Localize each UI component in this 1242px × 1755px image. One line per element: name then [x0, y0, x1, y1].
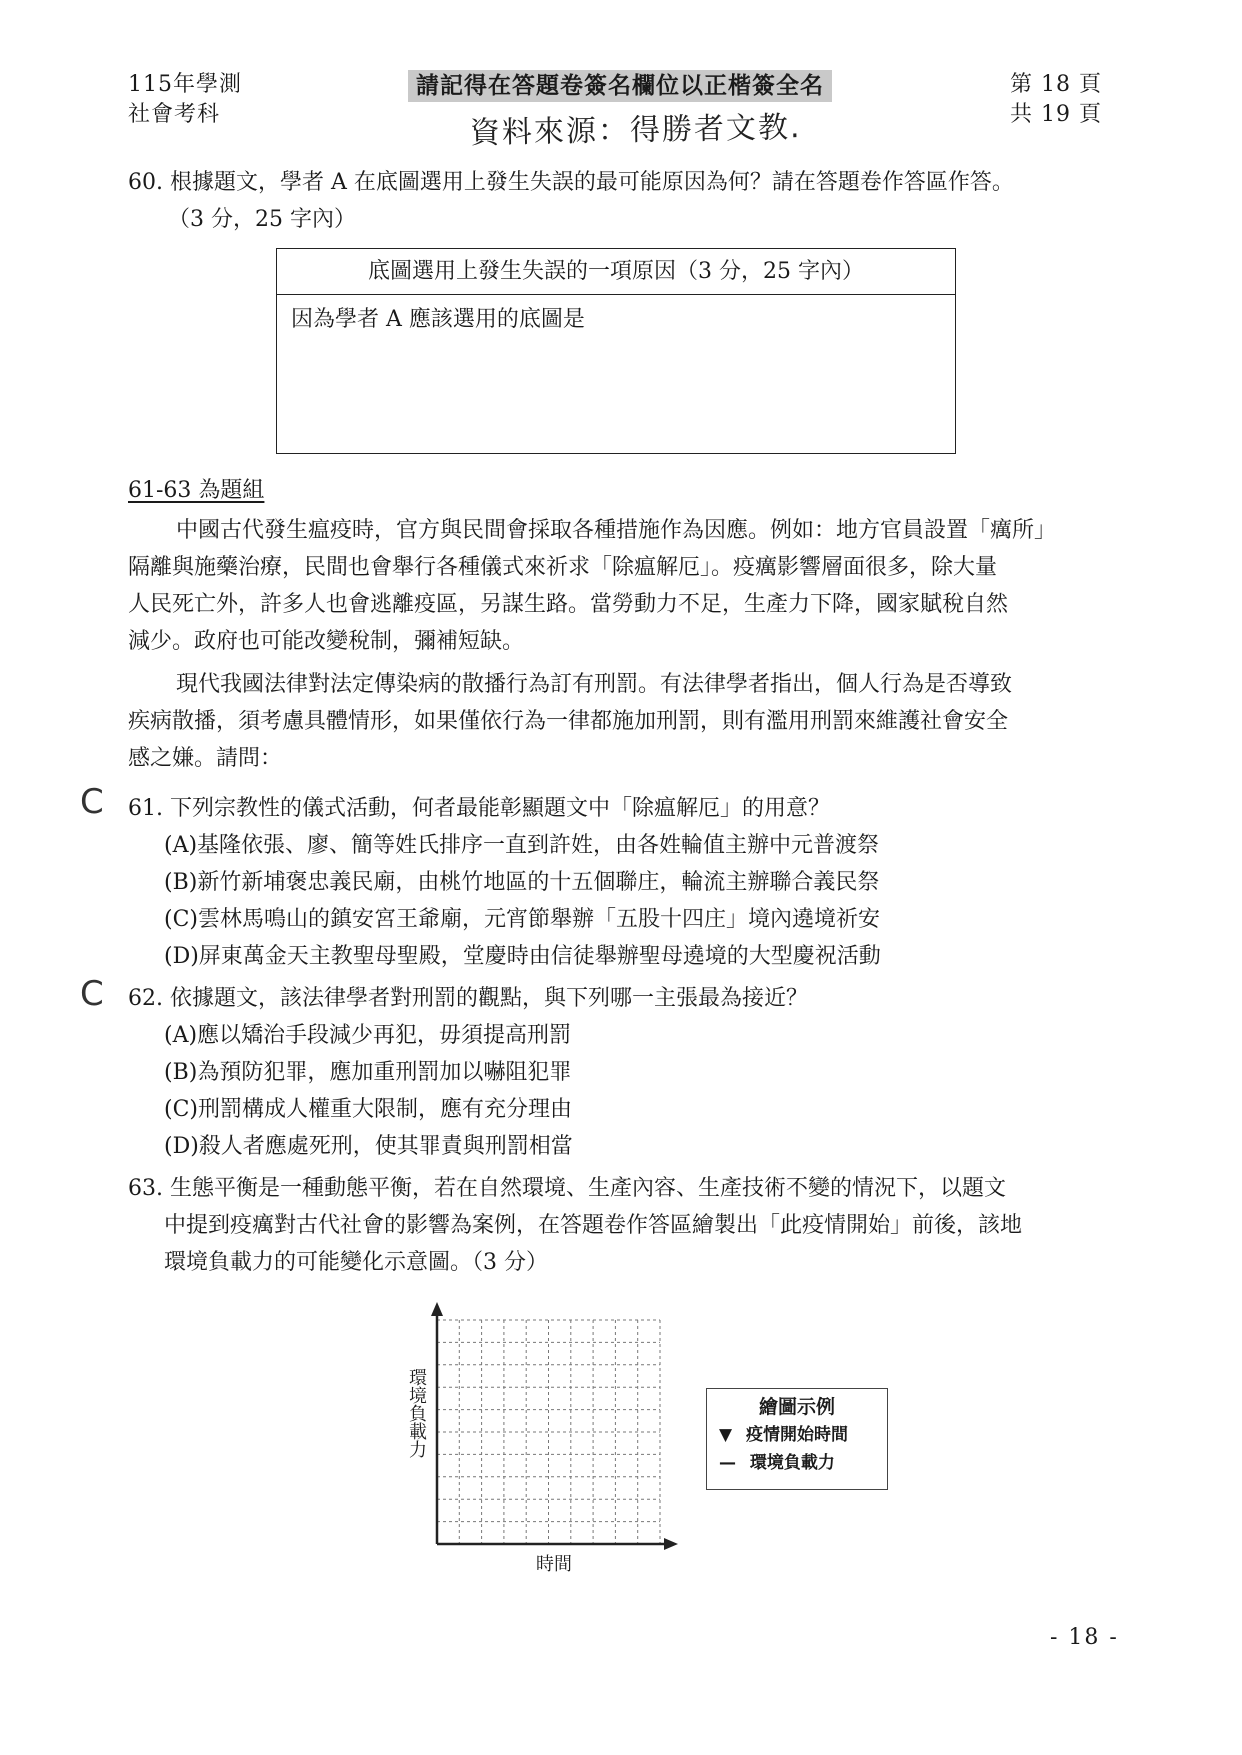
q62-option-c: (C)刑罰構成人權重大限制，應有充分理由: [164, 1097, 573, 1122]
question-63: [128, 1170, 1118, 1281]
exam-subject: 社會考科: [128, 102, 221, 127]
q63-drawing-grid: [420, 1300, 690, 1560]
legend-item-capacity-label: 環境負載力: [749, 1453, 835, 1473]
q63-line: 環境負載力的可能變化示意圖。（3 分）: [164, 1250, 548, 1275]
q63-line: 中提到疫癘對古代社會的影響為案例，在答題卷作答區繪製出「此疫情開始」前後，該地: [164, 1213, 1023, 1238]
passage-1-line: 隔離與施藥治療，民間也會舉行各種儀式來祈求「除瘟解厄」。疫癘影響層面很多，除大量: [128, 555, 998, 580]
question-group-label: 61-63 為題組: [128, 478, 265, 503]
q61-stem: 61. 下列宗教性的儀式活動，何者最能彰顯題文中「除瘟解厄」的用意？: [128, 796, 830, 821]
q60-scoring: （3 分，25 字內）: [168, 207, 356, 232]
passage-2-line: 疾病散播，須考慮具體情形，如果僅依行為一律都施加刑罰，則有濫用刑罰來維護社會安全: [128, 709, 1009, 734]
passage-2-line: 感之嫌。請問：: [128, 746, 283, 771]
page-current: 第 18 頁: [1010, 72, 1102, 97]
legend-title: 繪圖示例: [758, 1396, 835, 1418]
page-info: [1010, 70, 1102, 130]
legend-item-outbreak: [707, 1421, 887, 1449]
sign-notice-banner: 請記得在答題卷簽名欄位以正楷簽全名: [408, 70, 832, 102]
q61-handwritten-mark: C: [80, 782, 104, 822]
passage-paragraph-2: [128, 666, 1108, 777]
q62-stem: 62. 依據題文，該法律學者對刑罰的觀點，與下列哪一主張最為接近？: [128, 986, 808, 1011]
passage-paragraph-1: [128, 512, 1108, 660]
question-61: [128, 790, 881, 975]
handwritten-source-note: 資料來源：得勝者文教.: [469, 110, 802, 151]
question-62: [128, 980, 808, 1165]
q61-option-b: (B)新竹新埔褒忠義民廟，由桃竹地區的十五個聯庄，輪流主辦聯合義民祭: [164, 870, 880, 895]
y-axis-arrow: [431, 1302, 443, 1316]
question-60: [128, 164, 1014, 238]
q61-option-d: (D)屏東萬金天主教聖母聖殿，堂慶時由信徒舉辦聖母遶境的大型慶祝活動: [164, 944, 881, 969]
passage-2-line: 現代我國法律對法定傳染病的散播行為訂有刑罰。有法律學者指出，個人行為是否導致: [176, 672, 1013, 697]
legend-item-outbreak-label: 疫情開始時間: [746, 1425, 848, 1445]
q62-option-b: (B)為預防犯罪，應加重刑罰加以嚇阻犯罪: [164, 1060, 572, 1085]
legend-item-capacity: [707, 1449, 887, 1477]
y-axis-label: 環境負載力: [406, 1368, 427, 1458]
q60-stem: 60. 根據題文，學者 A 在底圖選用上發生失誤的最可能原因為何？請在答題卷作答區作答。: [128, 170, 1014, 195]
passage-1-line: 減少。政府也可能改變稅制，彌補短缺。: [128, 629, 525, 654]
q62-option-a: (A)應以矯治手段減少再犯，毋須提高刑罰: [164, 1023, 572, 1048]
line-dash-icon: —: [719, 1453, 736, 1473]
page-total: 共 19 頁: [1010, 102, 1102, 127]
x-axis-arrow: [664, 1538, 678, 1550]
passage-1-line: 中國古代發生瘟疫時，官方與民間會採取各種措施作為因應。例如：地方官員設置「癘所」: [176, 518, 1057, 543]
passage-1-line: 人民死亡外，許多人也會逃離疫區，另謀生路。當勞動力不足，生產力下降，國家賦稅自然: [128, 592, 1009, 617]
q61-option-a: (A)基隆依張、廖、簡等姓氏排序一直到許姓，由各姓輪值主辦中元普渡祭: [164, 833, 880, 858]
q60-answer-box-content: 因為學者 A 應該選用的底圖是: [291, 307, 585, 332]
x-axis-label: 時間: [536, 1554, 572, 1575]
q61-option-c: (C)雲林馬鳴山的鎮安宮王爺廟，元宵節舉辦「五股十四庄」境內遶境祈安: [164, 907, 881, 932]
q62-handwritten-mark: C: [80, 974, 104, 1014]
q63-line: 63. 生態平衡是一種動態平衡，若在自然環境、生產內容、生產技術不變的情況下，以題文: [128, 1176, 1006, 1201]
exam-year: 115年學測: [128, 72, 242, 97]
page-number: - 18 -: [1050, 1625, 1119, 1650]
exam-title: [128, 70, 242, 130]
q60-answer-box-title: 底圖選用上發生失誤的一項原因（3 分，25 字內）: [277, 249, 955, 295]
triangle-down-icon: ▼: [719, 1425, 733, 1445]
q60-answer-box: [276, 248, 956, 454]
q62-option-d: (D)殺人者應處死刑，使其罪責與刑罰相當: [164, 1134, 573, 1159]
drawing-legend: [706, 1388, 888, 1490]
